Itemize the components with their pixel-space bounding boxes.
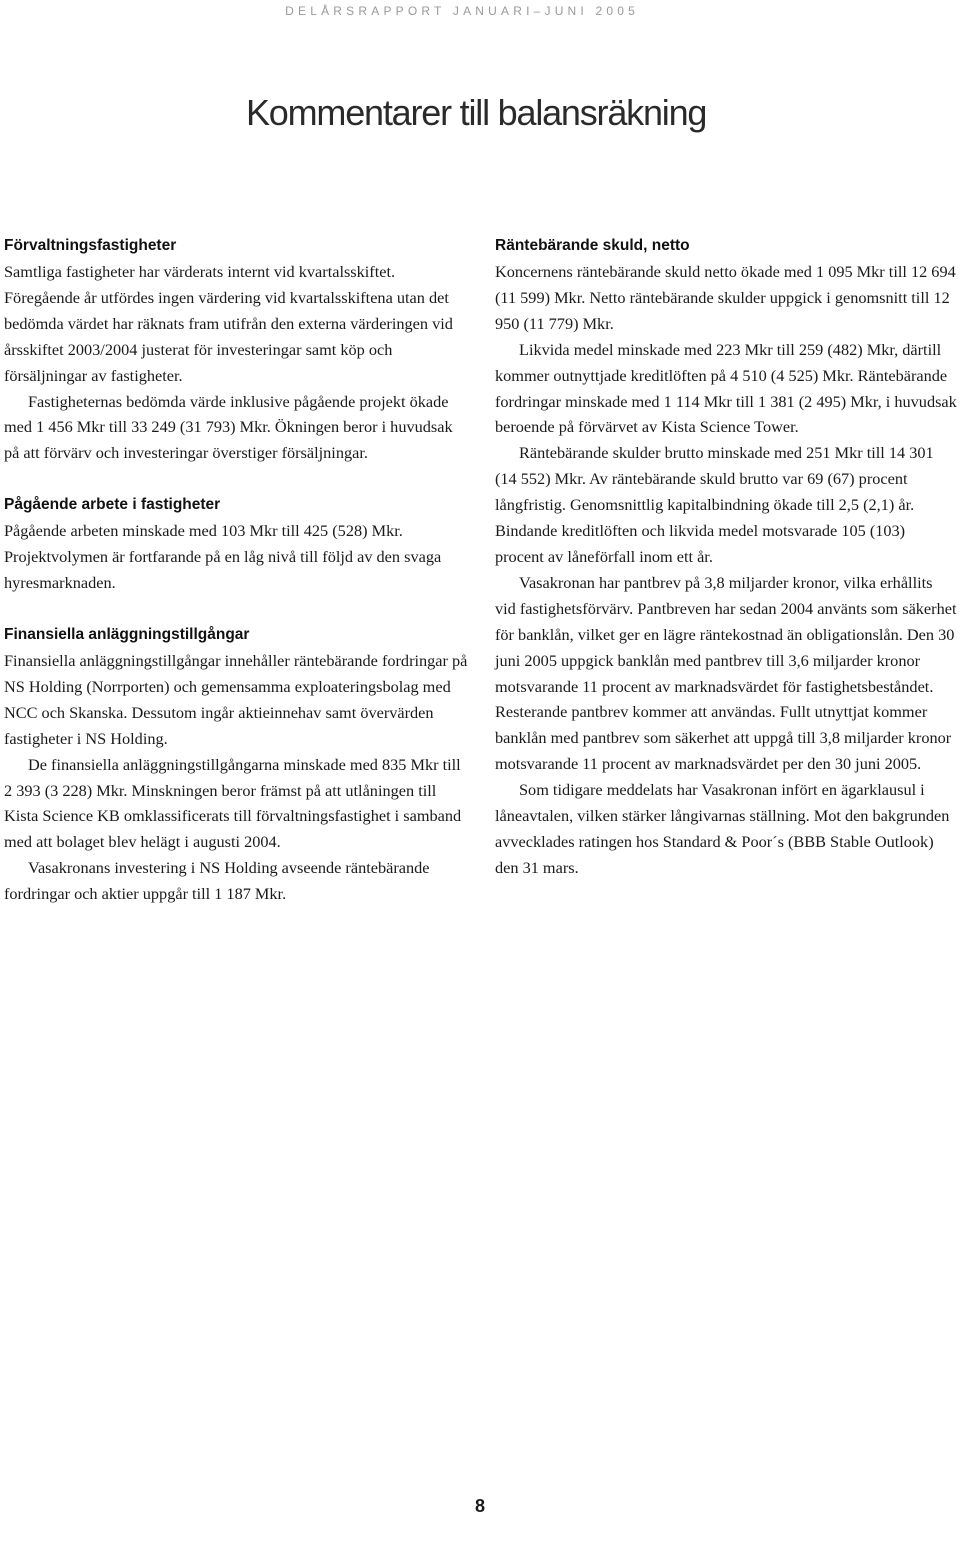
right-column (495, 233, 957, 907)
section-heading: Förvaltningsfastigheter (4, 237, 177, 254)
page-number: 8 (474, 1496, 485, 1516)
paragraph: Likvida medel minskade med 223 Mkr till 259 (482) Mkr, därtill kommer outnyttjade kreditlöften på 4 510 (4 525) Mkr. Räntebärande fordringar minskade med 1 114 Mkr till 1 381 (2 495) Mkr, i huvudsak beroende på förvärvet av Kista Science Tower. (495, 339, 957, 437)
section-heading: Finansiella anläggningstillgångar (4, 625, 250, 643)
section-finansiella-anlaggningstillgangar (4, 622, 468, 907)
left-column (4, 233, 468, 933)
paragraph: Fastigheternas bedömda värde inklusive pågående projekt ökade med 1 456 Mkr till 33 249 (31 793) Mkr. Ökningen beror i huvudsak på att förvärv och investeringar överstiger försäljningar. (4, 391, 453, 463)
paragraph: Vasakronan har pantbrev på 3,8 miljarder kronor, vilka erhållits vid fastighetsförvärv. Pantbreven har sedan 2004 använts som säkerhet för banklån, vilket ger en lägre räntekostnad än obligationslån. Den 30 juni 2005 uppgick banklån med pantbrev till 3,6 miljarder kronor motsvarande 11 procent av marknadsvärdet för fastighetsbeståndet. Resterande pantbrev kommer att användas. Fullt utnyttjat kommer banklån med pantbrev som säkerhet att uppgå till 3,8 miljarder kronor motsvarande 11 procent av marknadsvärdet per den 30 juni 2005. (495, 572, 957, 774)
paragraph: Vasakronans investering i NS Holding avseende räntebärande fordringar och aktier uppgår till 1 187 Mkr. (4, 858, 430, 904)
paragraph: De finansiella anläggningstillgångarna minskade med 835 Mkr till 2 393 (3 228) Mkr. Minskningen beror främst på att utlåningen till Kista Science KB omklassificerats till förvaltningsfastighet i samband med att bolaget blev helägt i augusti 2004. (4, 754, 462, 852)
paragraph: Samtliga fastigheter har värderats internt vid kvartalsskiftet. Föregående år utfördes ingen värdering vid kvartalsskiftena utan det bedömda värdet har räknats fram utifrån den externa värderingen vid årsskiftet 2003/2004 justerat för investeringar samt köp och försäljningar av fastigheter. (4, 262, 453, 385)
paragraph: Räntebärande skulder brutto minskade med 251 Mkr till 14 301 (14 552) Mkr. Av räntebärande skuld brutto var 69 (67) procent långfristig. Genomsnittlig kapitalbindning ökade till 2,5 (2,1) år. Bindande kreditlöften och likvida medel motsvarade 105 (103) procent av låneförfall inom ett år. (495, 443, 934, 566)
page-title: Kommentarer till balansräkning (246, 92, 707, 133)
paragraph: Koncernens räntebärande skuld netto ökade med 1 095 Mkr till 12 694 (11 599) Mkr. Netto räntebärande skulder uppgick i genomsnitt till 12 950 (11 779) Mkr. (495, 262, 956, 333)
paragraph: Finansiella anläggningstillgångar innehåller räntebärande fordringar på NS Holding (Norrporten) och gemensamma exploateringsbolag med NCC och Skanska. Dessutom ingår aktieinnehav samt övervärden fastigheter i NS Holding. (4, 650, 468, 748)
section-pagaende-arbete (4, 492, 468, 596)
running-header: DELÅRSRAPPORT JANUARI–JUNI 2005 (285, 4, 639, 18)
section-heading: Pågående arbete i fastigheter (4, 496, 221, 514)
section-forvaltningsfastigheter (4, 233, 468, 466)
paragraph: Pågående arbeten minskade med 103 Mkr till 425 (528) Mkr. Projektvolymen är fortfarande på en låg nivå till följd av den svaga hyresmarknaden. (4, 521, 442, 593)
section-heading: Räntebärande skuld, netto (495, 237, 690, 254)
section-rantebarande-skuld (495, 233, 957, 881)
paragraph: Som tidigare meddelats har Vasakronan infört en ägarklausul i låneavtalen, vilken stärker långivarnas ställning. Mot den bakgrunden avvecklades ratingen hos Standard & Poor´s (BBB Stable Outlook) den 31 mars. (495, 780, 950, 877)
